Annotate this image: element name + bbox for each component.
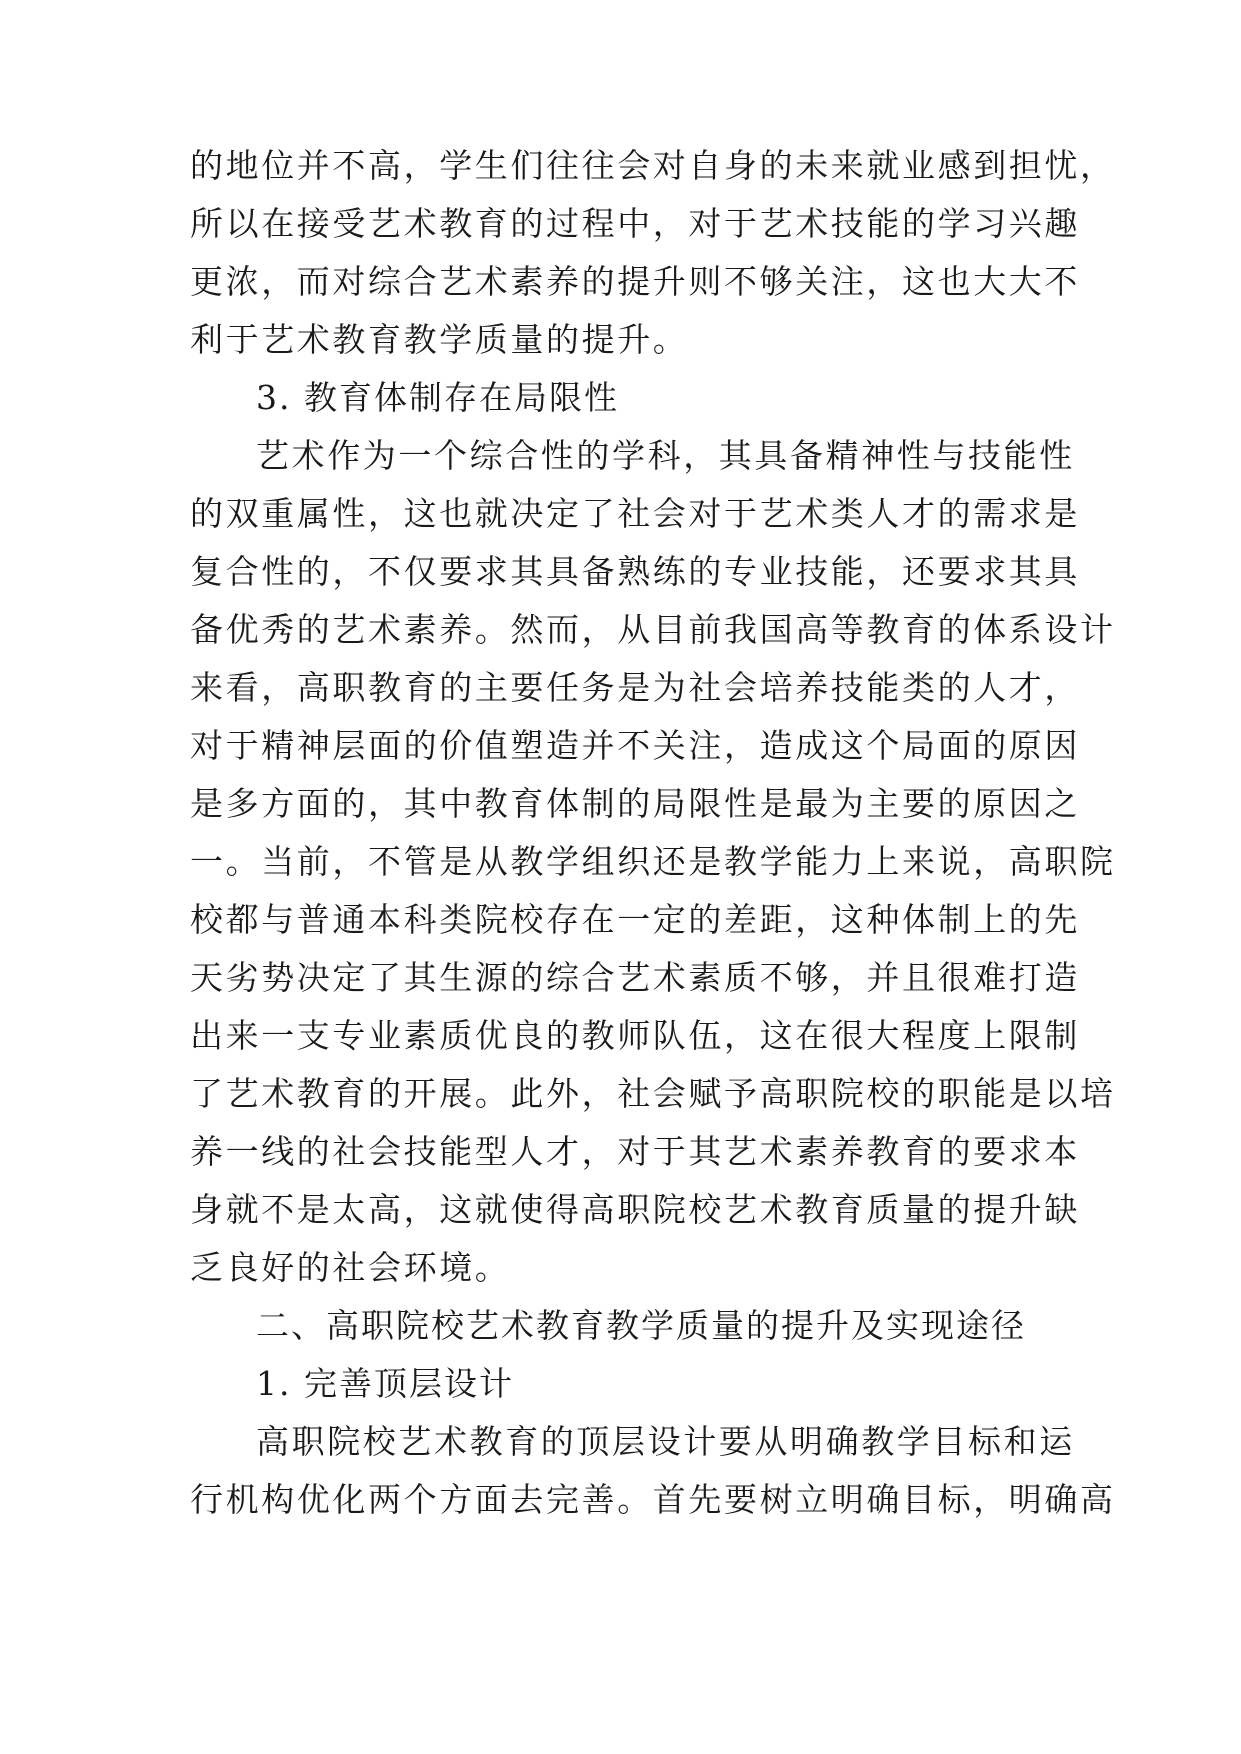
paragraph-line: 校都与普通本科类院校存在一定的差距，这种体制上的先 [190, 900, 1080, 939]
paragraph-line: 更浓，而对综合艺术素养的提升则不够关注，这也大大不 [190, 262, 1080, 301]
section-heading: 二、高职院校艺术教育教学质量的提升及实现途径 [256, 1306, 1026, 1345]
paragraph-line: 的地位并不高，学生们往往会对自身的未来就业感到担忧， [190, 146, 1116, 185]
paragraph-line: 一。当前，不管是从教学组织还是教学能力上来说，高职院 [190, 842, 1116, 881]
paragraph-line: 来看，高职教育的主要任务是为社会培养技能类的人才， [190, 668, 1080, 707]
paragraph-line: 备优秀的艺术素养。然而，从目前我国高等教育的体系设计 [190, 610, 1116, 649]
paragraph-line: 乏良好的社会环境。 [190, 1248, 511, 1287]
paragraph-line: 了艺术教育的开展。此外，社会赋予高职院校的职能是以培 [190, 1074, 1116, 1113]
paragraph-line: 利于艺术教育教学质量的提升。 [190, 320, 689, 359]
section-heading: 3. 教育体制存在局限性 [256, 378, 619, 417]
paragraph-line: 是多方面的，其中教育体制的局限性是最为主要的原因之 [190, 784, 1080, 823]
paragraph-line: 行机构优化两个方面去完善。首先要树立明确目标，明确高 [190, 1480, 1116, 1519]
paragraph-line: 出来一支专业素质优良的教师队伍，这在很大程度上限制 [190, 1016, 1080, 1055]
paragraph-line: 复合性的，不仅要求其具备熟练的专业技能，还要求其具 [190, 552, 1080, 591]
paragraph-line: 所以在接受艺术教育的过程中，对于艺术技能的学习兴趣 [190, 204, 1080, 243]
paragraph-line: 天劣势决定了其生源的综合艺术素质不够，并且很难打造 [190, 958, 1080, 997]
paragraph-line: 对于精神层面的价值塑造并不关注，造成这个局面的原因 [190, 726, 1080, 765]
subsection-heading: 1. 完善顶层设计 [256, 1364, 514, 1403]
paragraph-line: 高职院校艺术教育的顶层设计要从明确教学目标和运 [256, 1422, 1075, 1461]
paragraph-line: 身就不是太高，这就使得高职院校艺术教育质量的提升缺 [190, 1190, 1080, 1229]
paragraph-line: 养一线的社会技能型人才，对于其艺术素养教育的要求本 [190, 1132, 1080, 1171]
paragraph-line: 的双重属性，这也就决定了社会对于艺术类人才的需求是 [190, 494, 1080, 533]
paragraph-line: 艺术作为一个综合性的学科，其具备精神性与技能性 [256, 436, 1075, 475]
